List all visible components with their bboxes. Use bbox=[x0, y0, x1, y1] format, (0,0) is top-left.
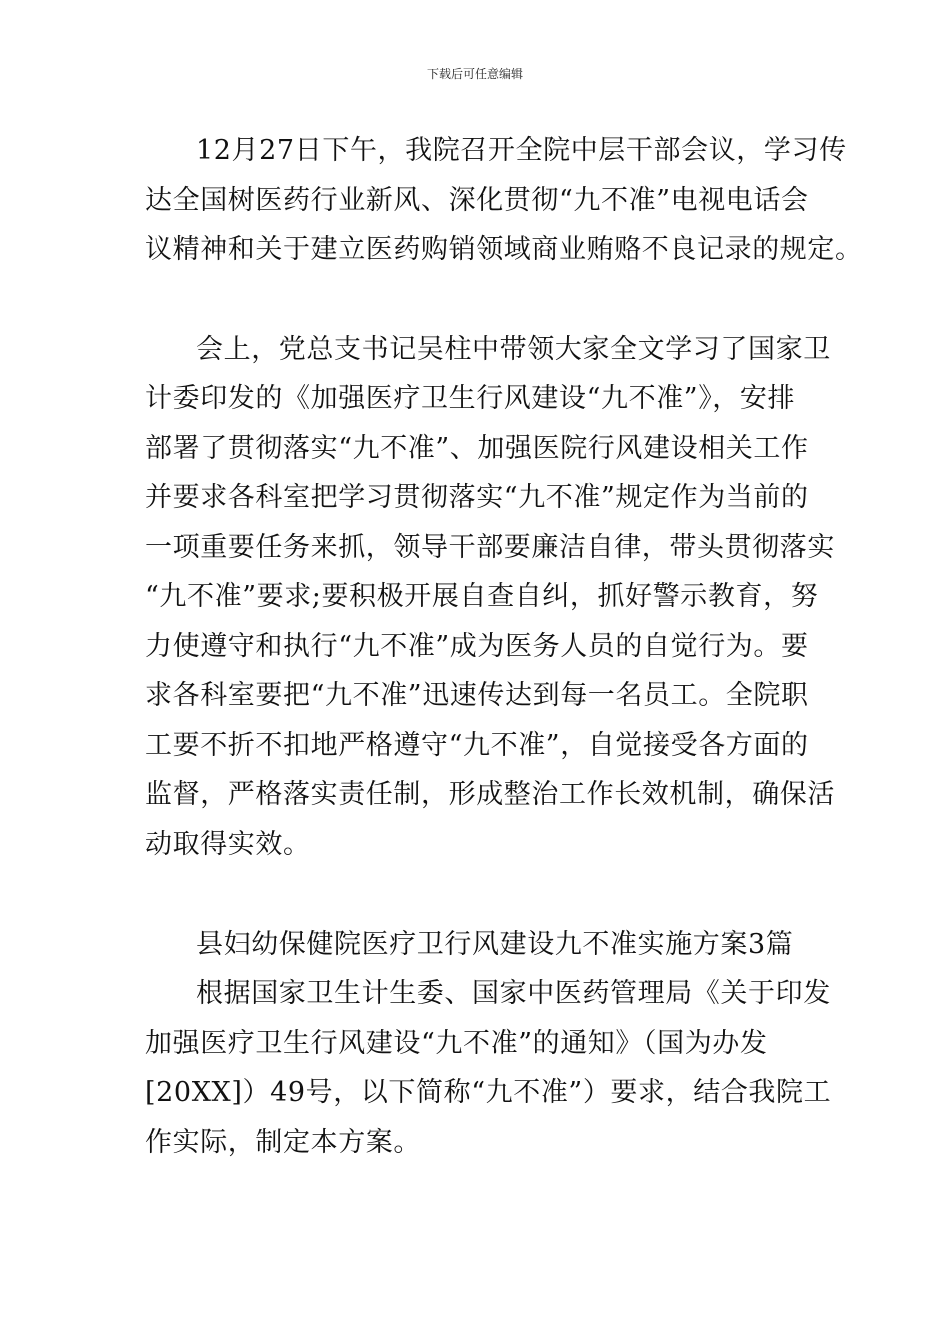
section-title: 县妇幼保健院医疗卫行风建设九不准实施方案3篇 bbox=[196, 929, 794, 960]
paragraph-1-line-1: 12月27日下午，我院召开全院中层干部会议，学习传 bbox=[196, 135, 847, 166]
paragraph-2-line-6: “九不准”要求;要积极开展自查自纠，抓好警示教育，努 bbox=[145, 581, 819, 612]
paragraph-2-line-2: 计委印发的《加强医疗卫生行风建设“九不准”》，安排 bbox=[145, 383, 796, 414]
paragraph-2-line-8: 求各科室要把“九不准”迅速传达到每一名员工。全院职 bbox=[145, 680, 809, 711]
paragraph-1-line-3: 议精神和关于建立医药购销领域商业贿赂不良记录的规定。 bbox=[145, 234, 863, 265]
paragraph-4-line-1: 根据国家卫生计生委、国家中医药管理局《关于印发 bbox=[196, 978, 831, 1009]
page-header-note: 下载后可任意编辑 bbox=[426, 67, 523, 81]
paragraph-2-line-1: 会上，党总支书记吴柱中带领大家全文学习了国家卫 bbox=[196, 334, 831, 365]
paragraph-2-line-7: 力使遵守和执行“九不准”成为医务人员的自觉行为。要 bbox=[145, 631, 809, 662]
paragraph-1-line-2: 达全国树医药行业新风、深化贯彻“九不准”电视电话会 bbox=[145, 185, 809, 216]
paragraph-4-line-2: 加强医疗卫生行风建设“九不准”的通知》（国为办发 bbox=[145, 1028, 768, 1059]
paragraph-2-line-11: 动取得实效。 bbox=[145, 829, 311, 860]
paragraph-2-line-3: 部署了贯彻落实“九不准”、加强医院行风建设相关工作 bbox=[145, 433, 809, 464]
paragraph-2-line-9: 工要不折不扣地严格遵守“九不准”，自觉接受各方面的 bbox=[145, 730, 809, 761]
paragraph-4-line-4: 作实际，制定本方案。 bbox=[145, 1127, 421, 1158]
paragraph-2-line-5: 一项重要任务来抓，领导干部要廉洁自律，带头贯彻落实 bbox=[145, 532, 835, 563]
paragraph-2-line-4: 并要求各科室把学习贯彻落实“九不准”规定作为当前的 bbox=[145, 482, 809, 513]
paragraph-2-line-10: 监督，严格落实责任制，形成整治工作长效机制，确保活 bbox=[145, 779, 835, 810]
paragraph-4-line-3: [20XX]）49号，以下简称“九不准”）要求，结合我院工 bbox=[145, 1077, 832, 1108]
